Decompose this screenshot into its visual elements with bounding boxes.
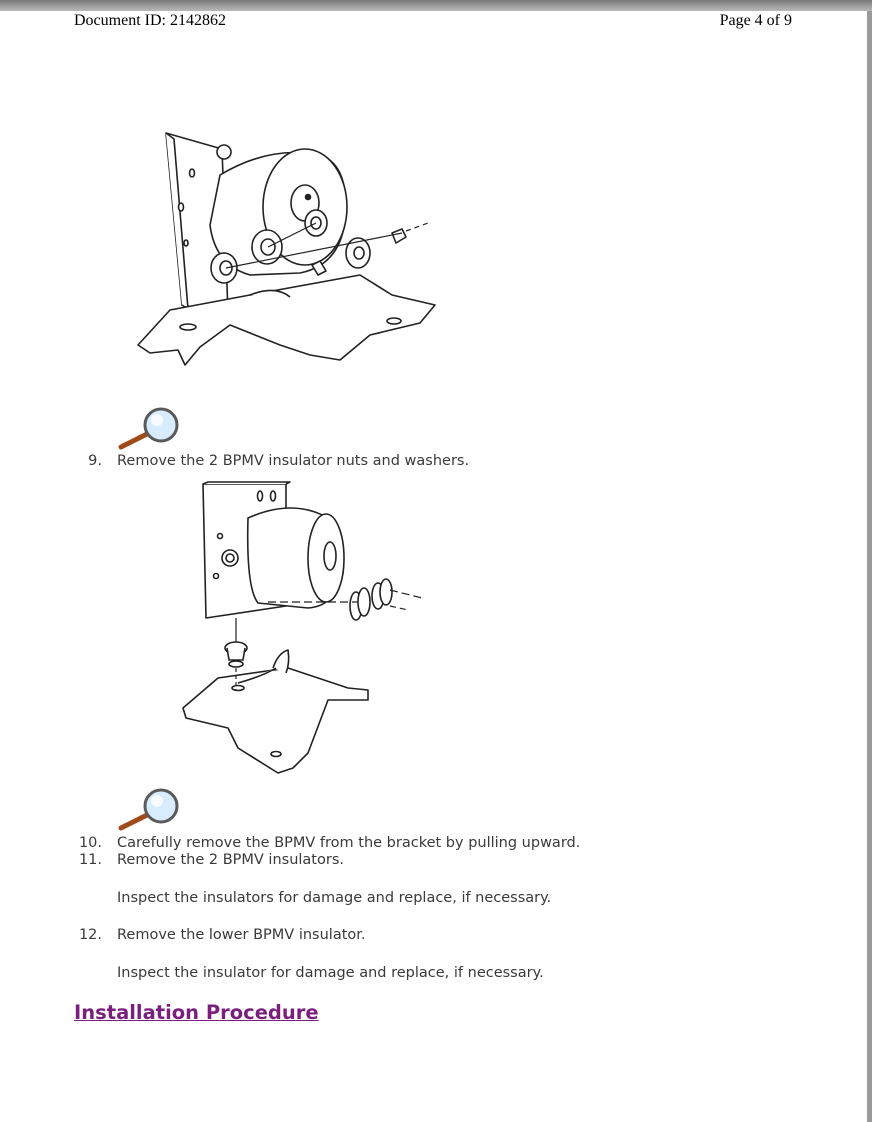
window-top-bar — [0, 0, 872, 11]
step-11-text: Remove the 2 BPMV insulators. — [117, 852, 344, 868]
page-number: Page 4 of 9 — [719, 12, 792, 29]
page-right-edge — [867, 11, 872, 1122]
bpmv-nuts-washers-illustration — [130, 125, 450, 370]
magnifier-icon[interactable] — [115, 786, 181, 832]
step-9-text: Remove the 2 BPMV insulator nuts and washers. — [117, 453, 470, 469]
step-11-note: Inspect the insulators for damage and replace, if necessary. — [117, 890, 552, 906]
installation-procedure-link[interactable]: Installation Procedure — [74, 1001, 319, 1024]
document-id: Document ID: 2142862 — [74, 12, 226, 29]
bpmv-removal-illustration — [178, 478, 428, 778]
magnifier-icon[interactable] — [115, 405, 181, 451]
step-12-text: Remove the lower BPMV insulator. — [117, 927, 366, 943]
step-12-note: Inspect the insulator for damage and replace, if necessary. — [117, 965, 544, 981]
step-10-text: Carefully remove the BPMV from the bracket by pulling upward. — [117, 835, 581, 851]
